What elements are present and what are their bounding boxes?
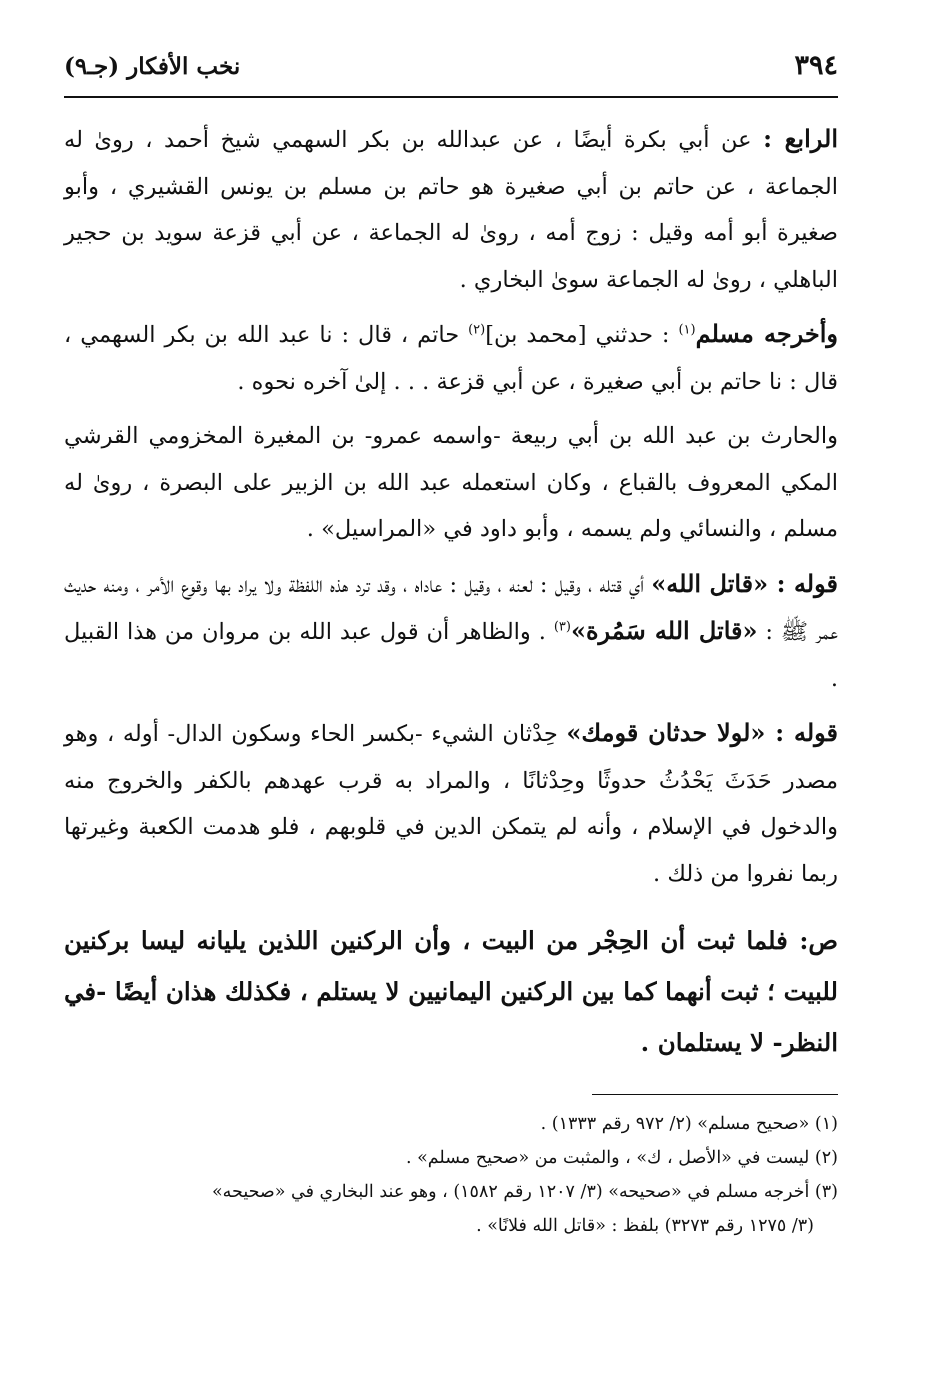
footnote-ref-3[interactable]: (٣) xyxy=(553,619,571,635)
page-header xyxy=(64,50,838,98)
book-page xyxy=(64,50,838,1243)
footnote-3: (٣) أخرجه مسلم في «صحيحه» (٣/ ١٢٠٧ رقم ١٥٨٢) ، وهو عند البخاري في «صحيحه» xyxy=(211,1182,838,1202)
footnote-ref-2[interactable]: (٢) xyxy=(468,322,486,338)
paragraph-muslim-report xyxy=(64,311,838,405)
quoted-phrase: «قاتل الله سَمُرة» xyxy=(570,616,758,645)
paragraph-text: حاتم ، قال : نا عبد الله بن بكر السهمي ، قال : نا حاتم بن أبي صغيرة ، عن أبي قزعة . . . إلىٰ آخره نحوه . xyxy=(64,322,838,395)
matn-text: ص: فلما ثبت أن الحِجْر من البيت ، وأن الركنين اللذين يليانه ليسا بركنين للبيت ؛ ثبت أنهما كما بين الركنين اليمانيين لا يستلم ، فكذلك هذان أيضًا -في النظر- لا يستلمان . xyxy=(64,926,838,1057)
footnote-2: (٢) ليست في «الأصل ، ك» ، والمثبت من «صحيح مسلم» . xyxy=(405,1148,838,1168)
paragraph-text: أي قتله ، وقيل : لعنه ، وقيل : عاداه ، وقد ترد هذه اللفظة ولا يراد بها وقوع الأمر ، ومنه حديث عمر ﷺ : xyxy=(64,571,839,645)
paragraph-harith xyxy=(64,413,838,553)
paragraph-lead: وأخرجه مسلم xyxy=(695,319,838,348)
paragraph-text: عن أبي بكرة أيضًا ، عن عبدالله بن بكر السهمي شيخ أحمد ، روىٰ له الجماعة ، عن حاتم بن أبي صغيرة هو حاتم بن مسلم بن يونس القشيري ، وأبو صغيرة أبو أمه وقيل : زوج أمه ، روىٰ له الجماعة ، عن أبي قزعة سويد بن حجير الباهلي ، روىٰ له الجماعة سوىٰ البخاري . xyxy=(64,127,838,293)
footnote-ref-1[interactable]: (١) xyxy=(678,322,696,338)
paragraph-lead: قوله : xyxy=(776,568,838,598)
running-title: نخب الأفكار (جـ٩) xyxy=(64,53,241,80)
footnote-3-continued: (٣/ ١٢٧٥ رقم ٣٢٧٣) بلفظ : «قاتل الله فلانًا» . xyxy=(476,1216,814,1236)
footnote-1: (١) «صحيح مسلم» (٢/ ٩٧٢ رقم ١٣٣٣) . xyxy=(540,1114,838,1134)
paragraph-text: . والظاهر أن قول عبد الله بن مروان من هذا القبيل . xyxy=(64,619,838,692)
paragraph-text: والحارث بن عبد الله بن أبي ربيعة -واسمه عمرو- بن المغيرة المخزومي القرشي المكي المعروف بالقباع ، وكان استعمله عبد الله بن الزبير على البصرة ، روىٰ له مسلم ، والنسائي ولم يسمه ، وأبو داود في «المراسيل» . xyxy=(64,423,838,542)
paragraph-hidthan xyxy=(64,710,838,897)
footnote-separator xyxy=(592,1094,838,1095)
paragraph-qatala-allah xyxy=(64,561,838,703)
paragraph-lead: الرابع : xyxy=(763,124,838,153)
page-number: ٣٩٤ xyxy=(794,50,838,81)
paragraph-text: : حدثني [محمد بن] xyxy=(485,322,679,348)
paragraph-lead: قوله : xyxy=(775,718,839,747)
quoted-phrase: «لولا حدثان قومك» xyxy=(566,718,776,747)
quoted-phrase: «قاتل الله» xyxy=(651,568,777,598)
paragraph-narrator-four xyxy=(64,116,838,303)
paragraph-text: حِدْثان الشيء -بكسر الحاء وسكون الدال- أوله ، وهو مصدر حَدَثَ يَحْدُثُ حدوثًا وحِدْثانًا ، والمراد به قرب عهدهم بالكفر والخروج منه والدخول في الإسلام ، وأنه لم يتمكن الدين في قلوبهم ، فلو هدمت الكعبة وغيرتها ربما نفروا من ذلك . xyxy=(64,721,838,887)
